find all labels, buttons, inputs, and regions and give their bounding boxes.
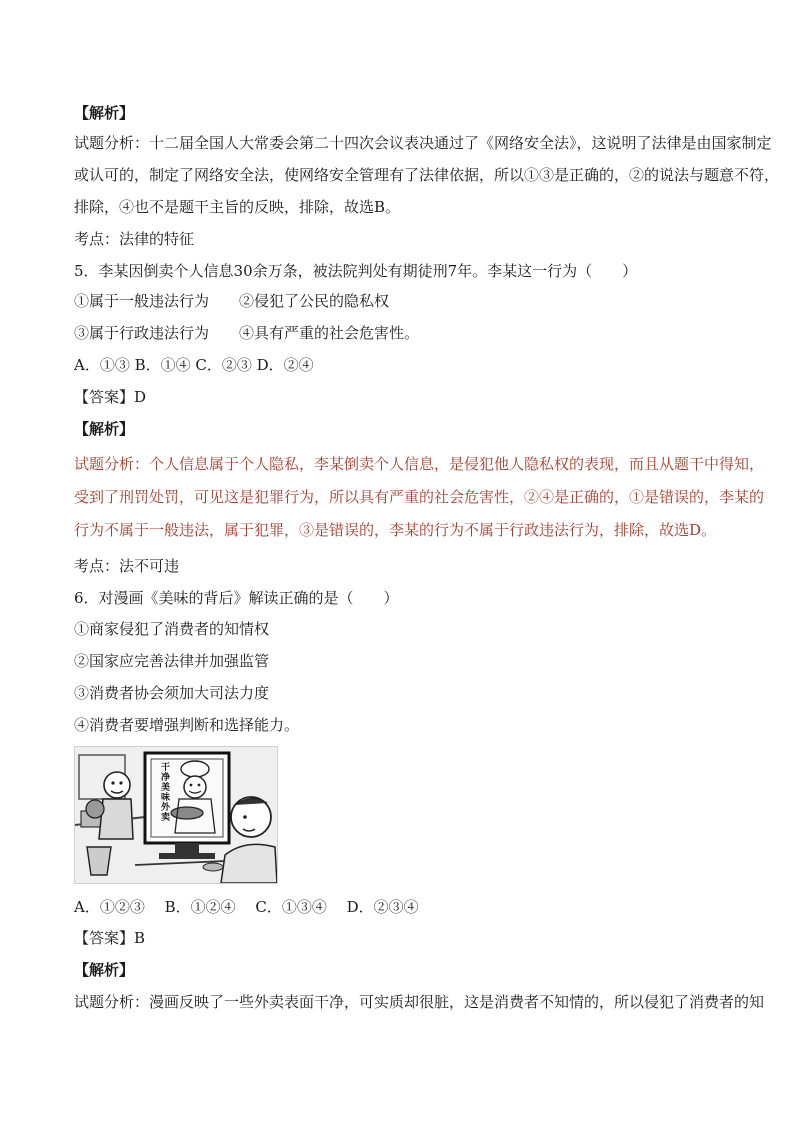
q5-analysis-line-2: 受到了刑罚处罚，可见这是犯罪行为，所以具有严重的社会危害性，②④是正确的，①是错误的，李某的: [74, 488, 765, 506]
q6-analysis-line-1: 试题分析：漫画反映了一些外卖表面干净，可实质却很脏，这是消费者不知情的，所以侵犯了消费者的知: [74, 993, 765, 1011]
q5-choices: A．①③ B．①④ C．②③ D．②④: [74, 356, 314, 374]
q4-analysis-heading: 【解析】: [74, 104, 135, 122]
q4-analysis-line-3: 排除，④也不是题干主旨的反映，排除，故选B。: [74, 198, 401, 216]
q6-option-2: ②国家应完善法律并加强监管: [74, 652, 270, 670]
q5-analysis-line-3: 行为不属于一般违法，属于犯罪，③是错误的，李某的行为不属于行政违法行为，排除，故选D。: [74, 521, 717, 539]
q5-kaodian: 考点：法不可违: [74, 557, 180, 575]
q6-analysis-heading: 【解析】: [74, 961, 135, 979]
q6-option-3: ③消费者协会须加大司法力度: [74, 684, 270, 702]
q4-analysis-line-1: 试题分析：十二届全国人大常委会第二十四次会议表决通过了《网络安全法》，这说明了法律是由国家制定: [74, 134, 772, 152]
q4-kaodian: 考点：法律的特征: [74, 230, 195, 248]
cartoon-illustration: [74, 746, 278, 884]
q6-answer: 【答案】B: [74, 929, 146, 947]
q5-options-line-2: ③属于行政违法行为 ④具有严重的社会危害性。: [74, 324, 420, 342]
q5-options-line-1: ①属于一般违法行为 ②侵犯了公民的隐私权: [74, 292, 390, 310]
q6-stem: 6．对漫画《美味的背后》解读正确的是（ ）: [74, 589, 399, 607]
q5-analysis-line-1: 试题分析：个人信息属于个人隐私，李某倒卖个人信息，是侵犯他人隐私权的表现，而且从题干中得知，: [74, 455, 765, 473]
q6-option-1: ①商家侵犯了消费者的知情权: [74, 620, 270, 638]
q5-answer: 【答案】D: [74, 388, 147, 406]
q5-analysis-heading: 【解析】: [74, 420, 135, 438]
cartoon-sign: 干净美味外卖: [161, 763, 171, 823]
q6-choices: A．①②③ B．①②④ C．①③④ D．②③④: [74, 898, 419, 916]
q4-analysis-line-2: 或认可的，制定了网络安全法，使网络安全管理有了法律依据，所以①③是正确的，②的说法与题意不符，: [74, 166, 780, 184]
q5-stem: 5．李某因倒卖个人信息30余万条，被法院判处有期徒刑7年。李某这一行为（ ）: [74, 262, 638, 280]
q6-option-4: ④消费者要增强判断和选择能力。: [74, 716, 300, 734]
